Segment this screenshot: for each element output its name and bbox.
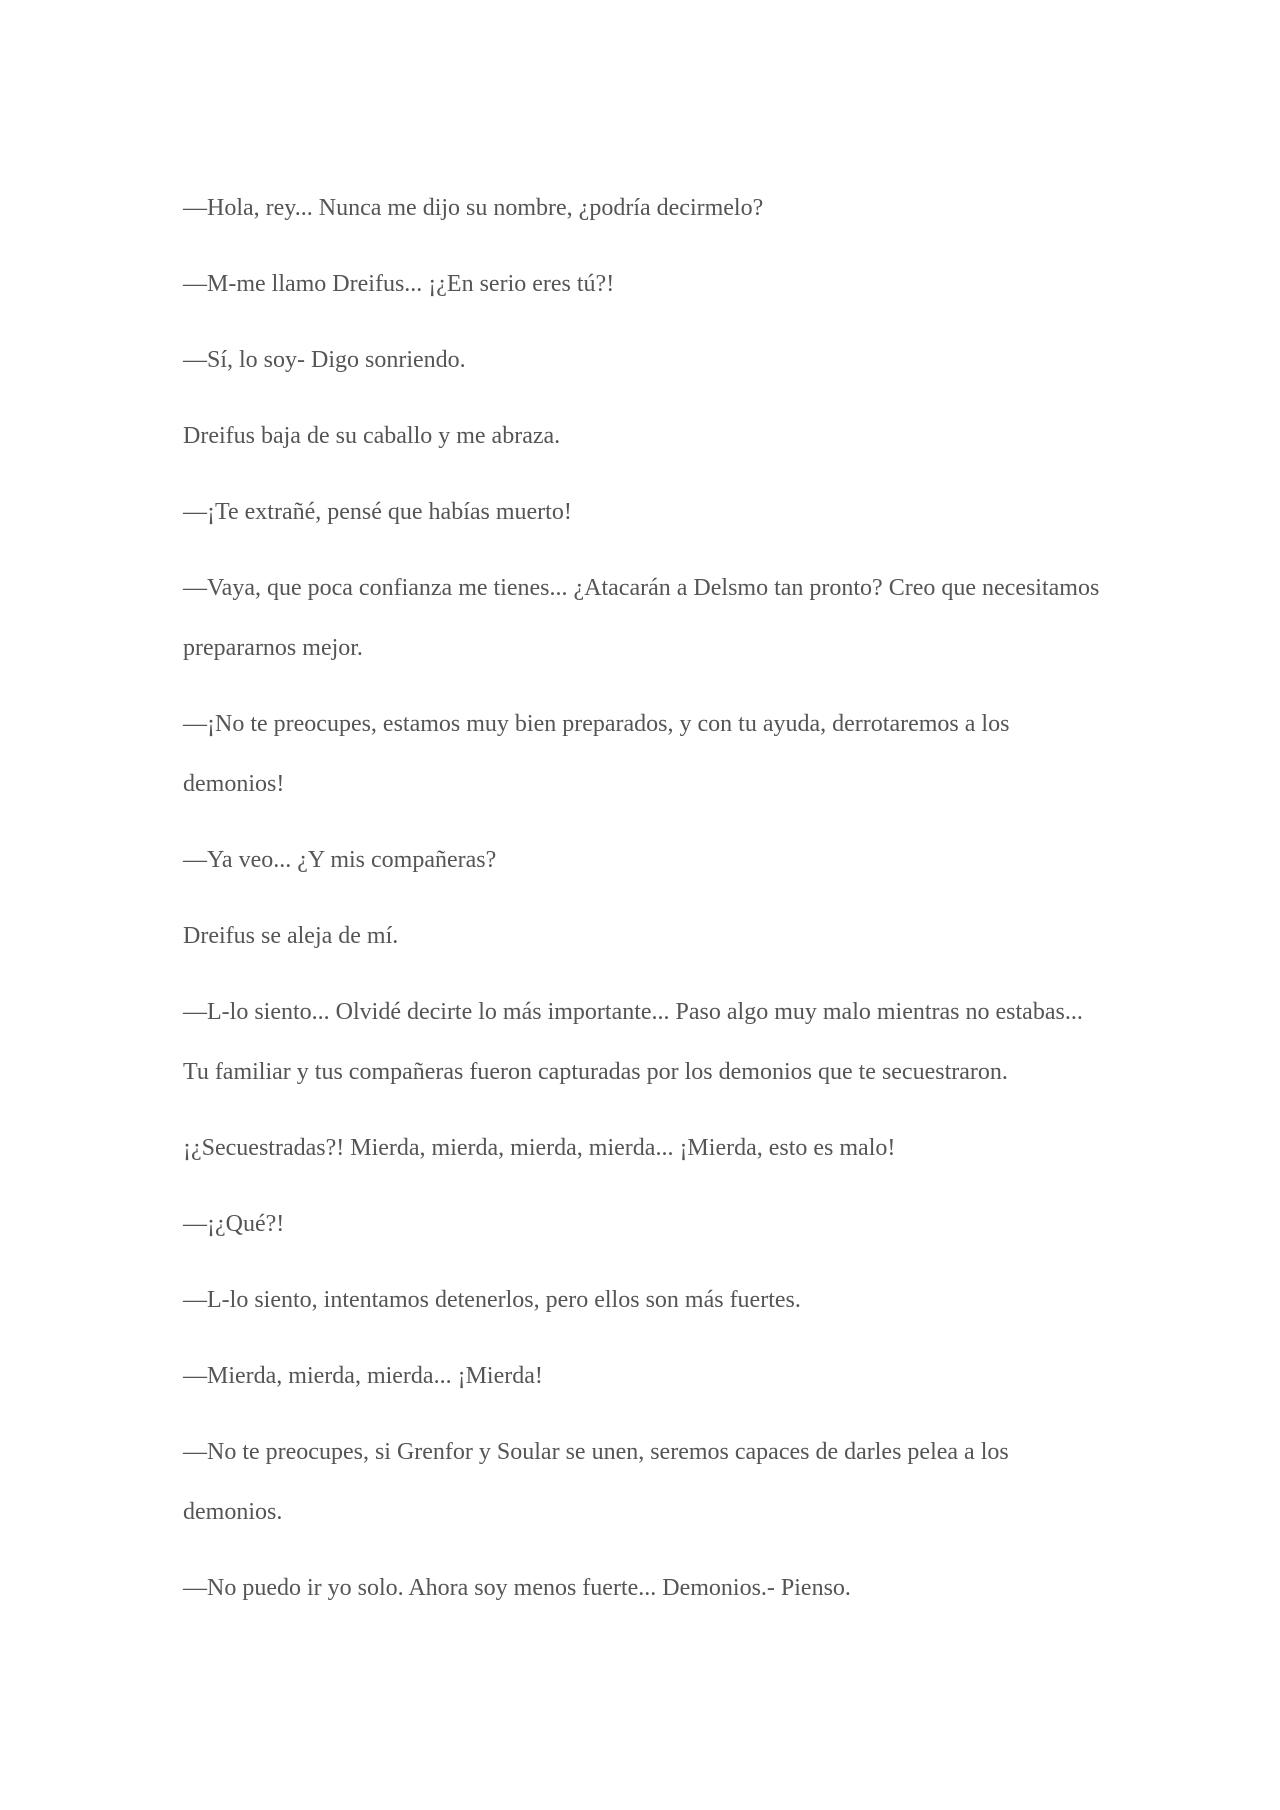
paragraph-1: —Hola, rey... Nunca me dijo su nombre, ¿podría decirmelo? — [183, 195, 764, 221]
paragraph-13: —L-lo siento, intentamos detenerlos, pero ellos son más fuertes. — [183, 1287, 801, 1313]
paragraph-12: —¡¿Qué?! — [183, 1211, 285, 1237]
paragraph-11: ¡¿Secuestradas?! Mierda, mierda, mierda, mierda... ¡Mierda, esto es malo! — [183, 1135, 896, 1161]
paragraph-15: —No te preocupes, si Grenfor y Soular se unen, seremos capaces de darles pelea a los demonios. — [183, 1439, 1009, 1525]
paragraph-3: —Sí, lo soy- Digo sonriendo. — [183, 347, 466, 373]
paragraph-4: Dreifus baja de su caballo y me abraza. — [183, 423, 561, 449]
paragraph-14: —Mierda, mierda, mierda... ¡Mierda! — [183, 1363, 543, 1389]
document-body — [183, 178, 1103, 1634]
paragraph-7: —¡No te preocupes, estamos muy bien preparados, y con tu ayuda, derrotaremos a los demonios! — [183, 711, 1010, 797]
paragraph-9: Dreifus se aleja de mí. — [183, 923, 399, 949]
paragraph-8: —Ya veo... ¿Y mis compañeras? — [183, 847, 497, 873]
paragraph-10: —L-lo siento... Olvidé decirte lo más importante... Paso algo muy malo mientras no estabas... Tu familiar y tus compañeras fueron capturadas por los demonios que te secuestraron. — [183, 999, 1083, 1085]
paragraph-16: —No puedo ir yo solo. Ahora soy menos fuerte... Demonios.- Pienso. — [183, 1575, 851, 1601]
paragraph-6: —Vaya, que poca confianza me tienes... ¿Atacarán a Delsmo tan pronto? Creo que necesitamos prepararnos mejor. — [183, 575, 1100, 661]
paragraph-5: —¡Te extrañé, pensé que habías muerto! — [183, 499, 572, 525]
paragraph-2: —M-me llamo Dreifus... ¡¿En serio eres tú?! — [183, 271, 615, 297]
